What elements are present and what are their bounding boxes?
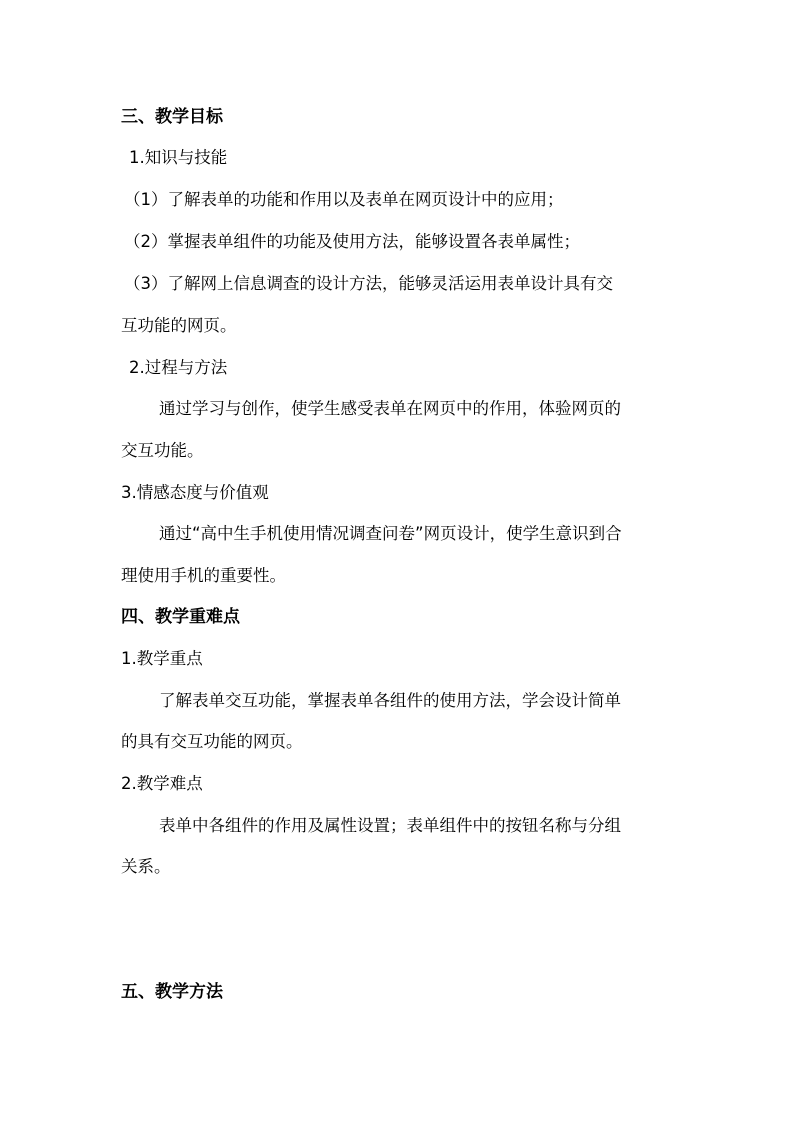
difficult-points-paragraph-line2: 关系。 [121, 857, 171, 876]
objective-item-3-line1: （3）了解网上信息调查的设计方法，能够灵活运用表单设计具有交 [124, 274, 613, 293]
subheading-key-points: 1.教学重点 [121, 649, 203, 668]
process-paragraph-line1: 通过学习与创作，使学生感受表单在网页中的作用，体验网页的 [159, 399, 621, 418]
objective-item-1: （1）了解表单的功能和作用以及表单在网页设计中的应用； [124, 190, 564, 209]
section-heading-teaching-methods: 五、教学方法 [121, 982, 223, 1002]
key-points-paragraph-line2: 的具有交互功能的网页。 [121, 732, 303, 751]
subheading-attitude-values: 3.情感态度与价值观 [121, 483, 269, 502]
difficult-points-paragraph-line1: 表单中各组件的作用及属性设置；表单组件中的按钮名称与分组 [159, 816, 621, 835]
key-points-paragraph-line1: 了解表单交互功能，掌握表单各组件的使用方法，学会设计简单 [159, 691, 621, 710]
subheading-difficult-points: 2.教学难点 [121, 774, 203, 793]
section-heading-key-difficult-points: 四、教学重难点 [121, 607, 240, 627]
objective-item-3-line2: 互功能的网页。 [121, 316, 237, 335]
section-heading-teaching-objectives: 三、教学目标 [121, 107, 223, 127]
attitude-paragraph-line1: 通过“高中生手机使用情况调查问卷”网页设计，使学生意识到合 [159, 524, 622, 543]
attitude-paragraph-line2: 理使用手机的重要性。 [121, 566, 286, 585]
subheading-knowledge-skills: 1.知识与技能 [129, 148, 228, 167]
subheading-process-method: 2.过程与方法 [129, 358, 228, 377]
objective-item-2: （2）掌握表单组件的功能及使用方法，能够设置各表单属性； [124, 232, 580, 251]
process-paragraph-line2: 交互功能。 [121, 441, 204, 460]
